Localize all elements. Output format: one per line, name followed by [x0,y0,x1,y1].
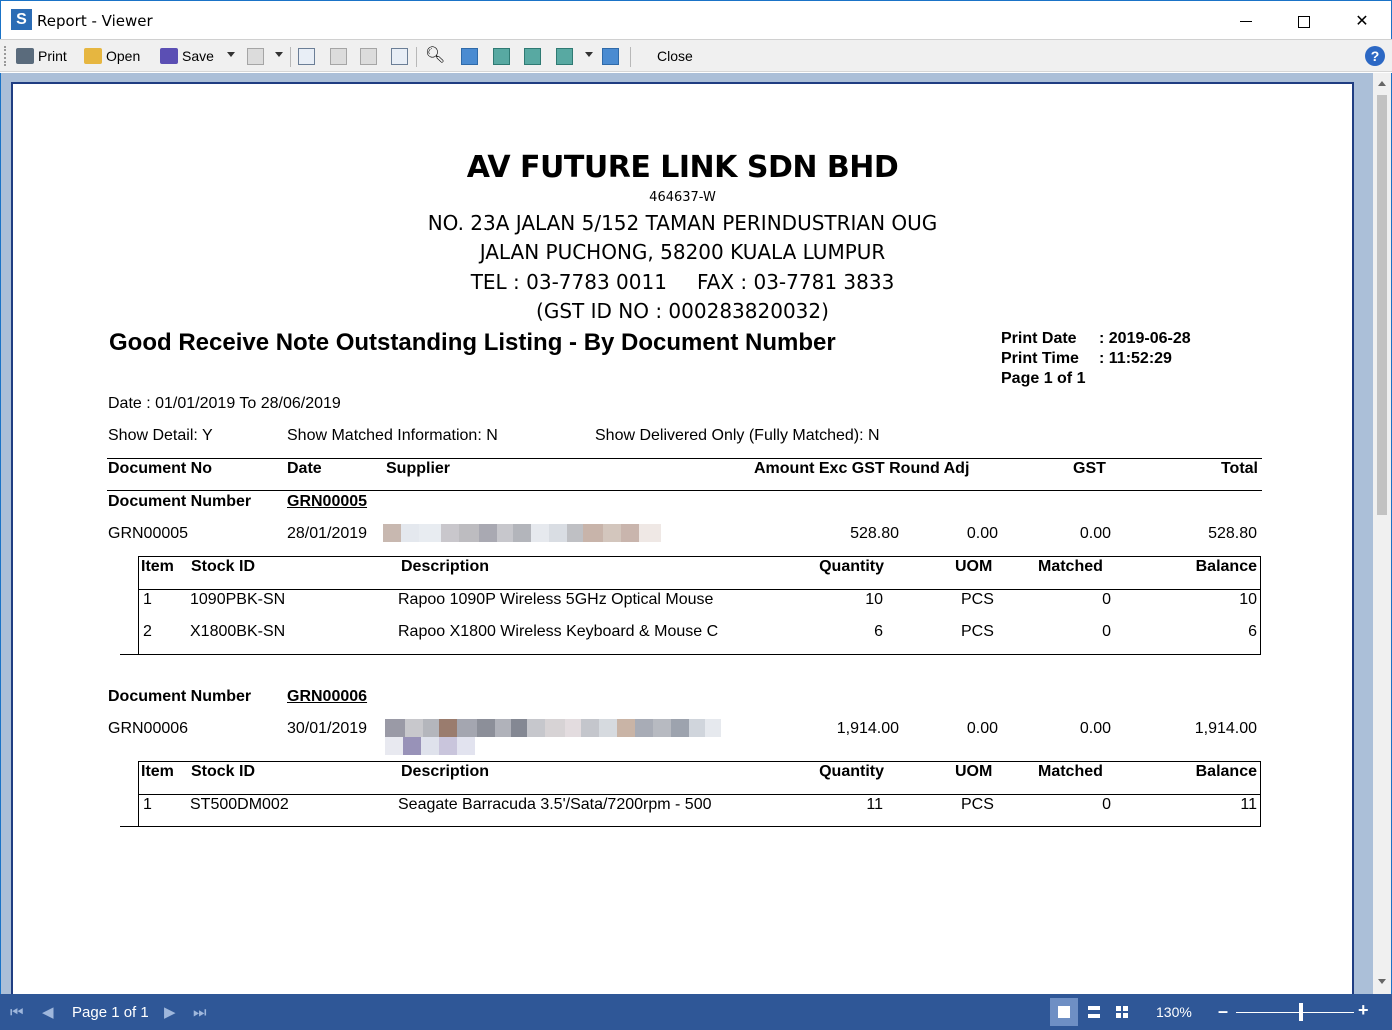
date-range: Date : 01/01/2019 To 28/06/2019 [108,395,341,412]
detail-column-quantity: Quantity [819,558,884,575]
contact-line [13,270,1352,294]
column-amount: Amount Exc GST Round Adj [754,460,970,477]
detail-uom: PCS [961,623,994,640]
document-no-cell: GRN00005 [108,525,189,542]
last-page-icon[interactable]: ⏭ [193,1004,207,1021]
folder-icon [84,48,102,64]
open-button[interactable] [84,45,140,67]
page-setup-icon[interactable] [298,48,315,65]
detail-item: 1 [143,591,152,608]
minimize-button[interactable] [1217,1,1275,40]
detail-matched: 0 [1102,796,1111,813]
toolbar-grip[interactable] [4,46,7,66]
single-page-view-icon [1058,1006,1070,1018]
gst-id: (GST ID NO : 000283820032) [536,299,829,323]
next-page-icon[interactable]: ▶ [164,1004,176,1021]
minimize-icon [1240,21,1252,22]
page-info: Page 1 of 1 [1001,370,1086,387]
header-top-rule [107,458,1262,459]
full-screen-icon[interactable] [602,48,619,65]
date-cell: 30/01/2019 [287,720,368,737]
amount-cell: 1,914.00 [836,720,899,737]
print-date-label: Print Date [1001,330,1077,347]
detail-item: 1 [143,796,152,813]
print-time-value: : 11:52:29 [1099,350,1172,367]
continuous-view-icon [1088,1006,1100,1018]
zoom-level: 130% [1156,1004,1192,1020]
section-document-number: GRN00006 [287,688,368,705]
report-viewer-logo: S [11,9,32,30]
close-label: Close [657,48,693,64]
show-delivered-filter: Show Delivered Only (Fully Matched): N [595,427,880,444]
detail-balance: 10 [1239,591,1257,608]
multi-page-view-icon [1116,1006,1128,1018]
export-icon[interactable] [247,48,264,65]
previous-page-icon[interactable]: ◀ [42,1004,54,1021]
detail-column-description: Description [401,763,490,780]
clipboard-icon[interactable] [330,48,347,65]
print-time [1001,350,1172,368]
detail-column-balance: Balance [1195,558,1257,575]
zoom-slider-thumb[interactable] [1299,1003,1303,1021]
save-dropdown-arrow[interactable] [227,52,235,57]
gst-cell: 0.00 [1079,720,1111,737]
status-bar [0,994,1392,1030]
print-date-value: : 2019-06-28 [1099,330,1191,347]
detail-column-matched: Matched [1038,558,1103,575]
detail-column-uom: UOM [955,558,993,575]
gst-cell: 0.00 [1079,525,1111,542]
first-page-icon[interactable]: ⏮ [10,1004,24,1021]
supplier-name-redacted [385,719,721,737]
detail-header-rule [138,589,1261,590]
vertical-scrollbar[interactable] [1373,73,1391,994]
two-pages-icon[interactable] [524,48,541,65]
save-label: Save [182,48,214,64]
toolbar [0,39,1392,72]
save-button[interactable] [160,45,214,67]
detail-bottom-left-tick [120,654,138,655]
zoom-slider-track[interactable] [1236,1012,1354,1013]
detail-column-stock-id: Stock ID [191,763,256,780]
detail-column-uom: UOM [955,763,993,780]
continuous-view-button[interactable] [1080,998,1108,1026]
column-supplier: Supplier [386,460,451,477]
section-label: Document Number [108,688,252,705]
detail-column-item: Item [141,558,174,575]
close-window-button[interactable] [1333,1,1391,40]
scroll-up-icon[interactable] [1378,81,1386,86]
detail-matched: 0 [1102,623,1111,640]
header-bottom-rule [107,490,1262,491]
detail-uom: PCS [961,591,994,608]
detail-balance: 11 [1240,796,1257,813]
round-adj-cell: 0.00 [966,525,998,542]
multiple-pages-icon[interactable] [556,48,573,65]
amount-cell: 528.80 [850,525,899,542]
supplier-name-redacted-line2 [385,737,475,755]
printer-icon [16,48,34,64]
maximize-icon [1298,16,1310,28]
maximize-button[interactable] [1275,1,1333,40]
scroll-thumb[interactable] [1377,95,1387,515]
column-document-no: Document No [108,460,212,477]
detail-description: Seagate Barracuda 3.5'/Sata/7200rpm - 500 [398,796,712,813]
detail-stock-id: ST500DM002 [190,796,289,813]
print-label: Print [38,48,67,64]
registration-number: 464637-W [649,190,716,205]
report-viewer-area[interactable] [0,73,1392,994]
detail-quantity: 6 [874,623,883,640]
total-cell: 528.80 [1208,525,1257,542]
detail-stock-id: 1090PBK-SN [190,591,286,608]
help-icon[interactable]: ? [1365,46,1385,66]
total-cell: 1,914.00 [1194,720,1257,737]
detail-column-stock-id: Stock ID [191,558,256,575]
close-icon: ✕ [1355,11,1369,30]
save-icon [160,48,178,64]
open-label: Open [106,48,141,64]
toolbar-separator [290,47,291,67]
round-adj-cell: 0.00 [966,720,998,737]
copy-icon[interactable] [360,48,377,65]
detail-matched: 0 [1102,591,1111,608]
detail-description: Rapoo X1800 Wireless Keyboard & Mouse C [398,623,719,640]
document-map-icon[interactable] [391,48,408,65]
detail-column-balance: Balance [1195,763,1257,780]
detail-description: Rapoo 1090P Wireless 5GHz Optical Mouse [398,591,714,608]
column-total: Total [1220,460,1258,477]
detail-column-item: Item [141,763,174,780]
report-title: Good Receive Note Outstanding Listing - By Document Number [109,329,836,356]
column-date: Date [287,460,322,477]
toolbar-separator [416,47,417,67]
window-title: Report - Viewer [37,12,153,30]
detail-bottom-left-tick [120,826,138,827]
find-icon[interactable]: 🔍︎ [425,47,446,64]
multi-page-view-button[interactable] [1108,998,1136,1026]
detail-header-rule [138,794,1261,795]
telephone: TEL : 03-7783 0011 [470,270,667,294]
page-width-icon[interactable] [493,48,510,65]
scroll-down-icon[interactable] [1378,979,1386,984]
export-dropdown-arrow[interactable] [275,52,283,57]
address-line-1: NO. 23A JALAN 5/152 TAMAN PERINDUSTRIAN OUG [427,211,938,235]
fax: FAX : 03-7781 3833 [696,270,895,294]
section-label: Document Number [108,493,252,510]
detail-column-description: Description [401,558,490,575]
detail-quantity: 10 [865,591,883,608]
document-no-cell: GRN00006 [108,720,189,737]
print-time-label: Print Time [1001,350,1079,367]
zoom-out-icon[interactable]: – [1218,1001,1229,1021]
column-gst: GST [1073,460,1106,477]
detail-column-quantity: Quantity [819,763,884,780]
section-document-number: GRN00005 [287,493,368,510]
date-cell: 28/01/2019 [287,525,368,542]
print-button[interactable] [16,45,67,67]
zoom-in-icon[interactable]: + [1358,1000,1369,1020]
detail-stock-id: X1800BK-SN [190,623,286,640]
address-line-2: JALAN PUCHONG, 58200 KUALA LUMPUR [479,240,886,264]
close-report-button[interactable] [657,45,693,67]
show-matched-filter: Show Matched Information: N [287,427,498,444]
company-name: AV FUTURE LINK SDN BHD [466,150,899,185]
report-page [11,82,1354,994]
single-page-view-button[interactable] [1050,998,1078,1026]
multiple-pages-dropdown-arrow[interactable] [585,52,593,57]
supplier-name-redacted [383,524,661,542]
single-page-icon[interactable] [461,48,478,65]
toolbar-separator [630,47,631,67]
page-indicator: Page 1 of 1 [72,1004,149,1021]
detail-quantity: 11 [866,796,883,813]
detail-item: 2 [143,623,152,640]
detail-column-matched: Matched [1038,763,1103,780]
print-date [1001,330,1191,348]
detail-uom: PCS [961,796,994,813]
title-bar [0,0,1392,39]
show-detail-filter: Show Detail: Y [108,427,213,444]
detail-balance: 6 [1248,623,1257,640]
